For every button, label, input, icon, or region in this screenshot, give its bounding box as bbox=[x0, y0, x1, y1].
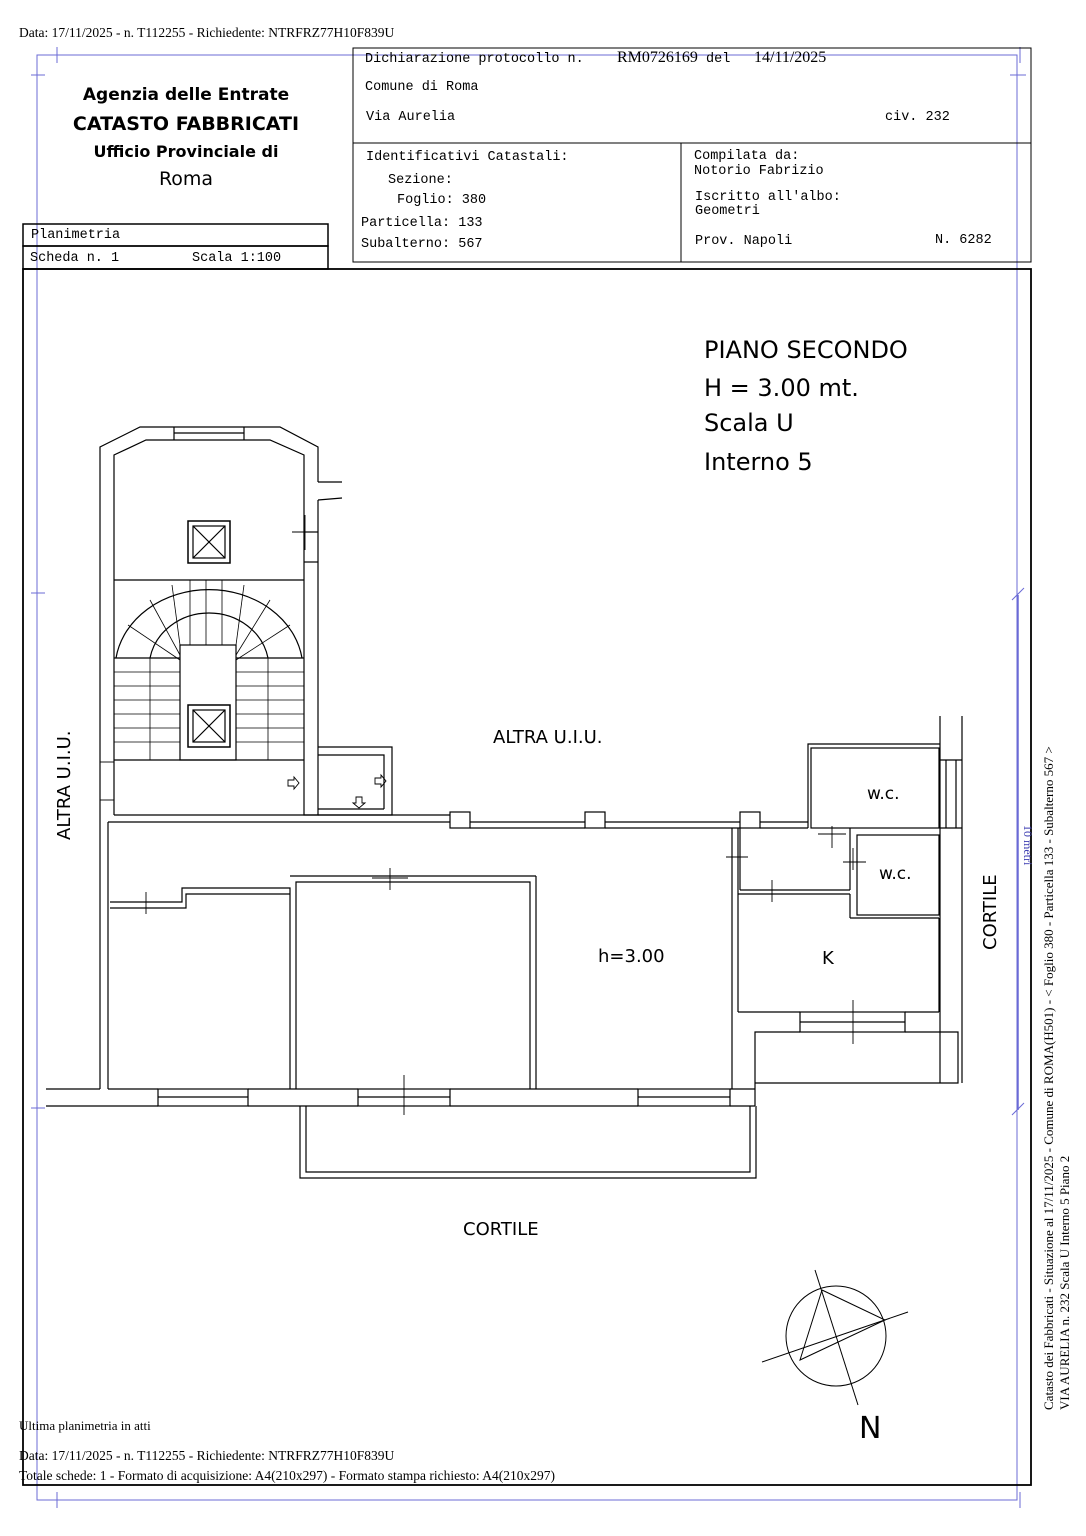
header-request-line: Data: 17/11/2025 - n. T112255 - Richiedente: NTRFRZ77H10F839U bbox=[19, 25, 395, 40]
declaration-del: del bbox=[706, 52, 731, 67]
altra-uiu-left-label: ALTRA U.I.U. bbox=[54, 730, 75, 840]
north-compass-icon bbox=[762, 1270, 908, 1405]
altra-uiu-top-label: ALTRA U.I.U. bbox=[493, 727, 603, 748]
foglio-label: Foglio: 380 bbox=[397, 193, 487, 208]
subalterno-label: Subalterno: 567 bbox=[361, 237, 483, 252]
register-number: N. 6282 bbox=[935, 233, 992, 248]
agency-name: Agenzia delle Entrate bbox=[82, 85, 290, 105]
compilata-name: Notorio Fabrizio bbox=[694, 164, 824, 179]
identificativi-title: Identificativi Catastali: bbox=[366, 150, 569, 165]
cortile-right-label: CORTILE bbox=[980, 874, 1001, 950]
wc-upper-label: w.c. bbox=[867, 784, 900, 804]
albo-label: Iscritto all'albo: bbox=[695, 190, 841, 205]
side-info-line1: Catasto dei Fabbricati - Situazione al 17/11/2025 - Comune di ROMA(H501) - < Foglio 380 - Particella 133 - Subalterno 567 > bbox=[1041, 746, 1056, 1410]
province-label: Prov. Napoli bbox=[695, 234, 793, 249]
declaration-number: RM0726169 bbox=[617, 49, 698, 66]
interior-label: Interno 5 bbox=[704, 448, 813, 476]
scala-label: Scala 1:100 bbox=[192, 251, 282, 266]
declaration-date: 14/11/2025 bbox=[754, 49, 827, 66]
side-info-line2: VIA AURELIA n. 232 Scala U Interno 5 Piano 2 bbox=[1057, 1155, 1072, 1410]
footer-request-line: Data: 17/11/2025 - n. T112255 - Richiedente: NTRFRZ77H10F839U bbox=[19, 1448, 395, 1463]
office-label: Ufficio Provinciale di bbox=[93, 142, 279, 161]
declaration-label: Dichiarazione protocollo n. bbox=[365, 52, 584, 67]
street-label: Via Aurelia bbox=[366, 110, 456, 125]
scale-bar-label: 10 metri bbox=[1021, 825, 1035, 866]
room-height-label: h=3.00 bbox=[598, 946, 665, 967]
kitchen-label: K bbox=[822, 948, 834, 969]
civic-number: civ. 232 bbox=[885, 110, 950, 125]
wc-lower-label: w.c. bbox=[879, 864, 912, 884]
footer-note: Ultima planimetria in atti bbox=[19, 1418, 151, 1433]
floor-title: PIANO SECONDO bbox=[704, 336, 908, 364]
north-label: N bbox=[859, 1411, 882, 1446]
staircase-label: Scala U bbox=[704, 409, 794, 437]
cortile-bottom-label: CORTILE bbox=[463, 1219, 539, 1240]
albo-value: Geometri bbox=[695, 204, 760, 219]
footer-totale: Totale schede: 1 - Formato di acquisizione: A4(210x297) - Formato stampa richiesto: A4(210x297) bbox=[19, 1468, 555, 1483]
sezione-label: Sezione: bbox=[388, 173, 453, 188]
compilata-label: Compilata da: bbox=[694, 149, 800, 164]
comune-label: Comune di Roma bbox=[365, 80, 479, 95]
planimetria-title: Planimetria bbox=[31, 228, 121, 243]
scheda-label: Scheda n. 1 bbox=[30, 251, 120, 266]
particella-label: Particella: 133 bbox=[361, 216, 483, 231]
office-city: Roma bbox=[158, 168, 214, 190]
floor-height: H = 3.00 mt. bbox=[704, 374, 859, 402]
catasto-title: CATASTO FABBRICATI bbox=[72, 113, 300, 135]
